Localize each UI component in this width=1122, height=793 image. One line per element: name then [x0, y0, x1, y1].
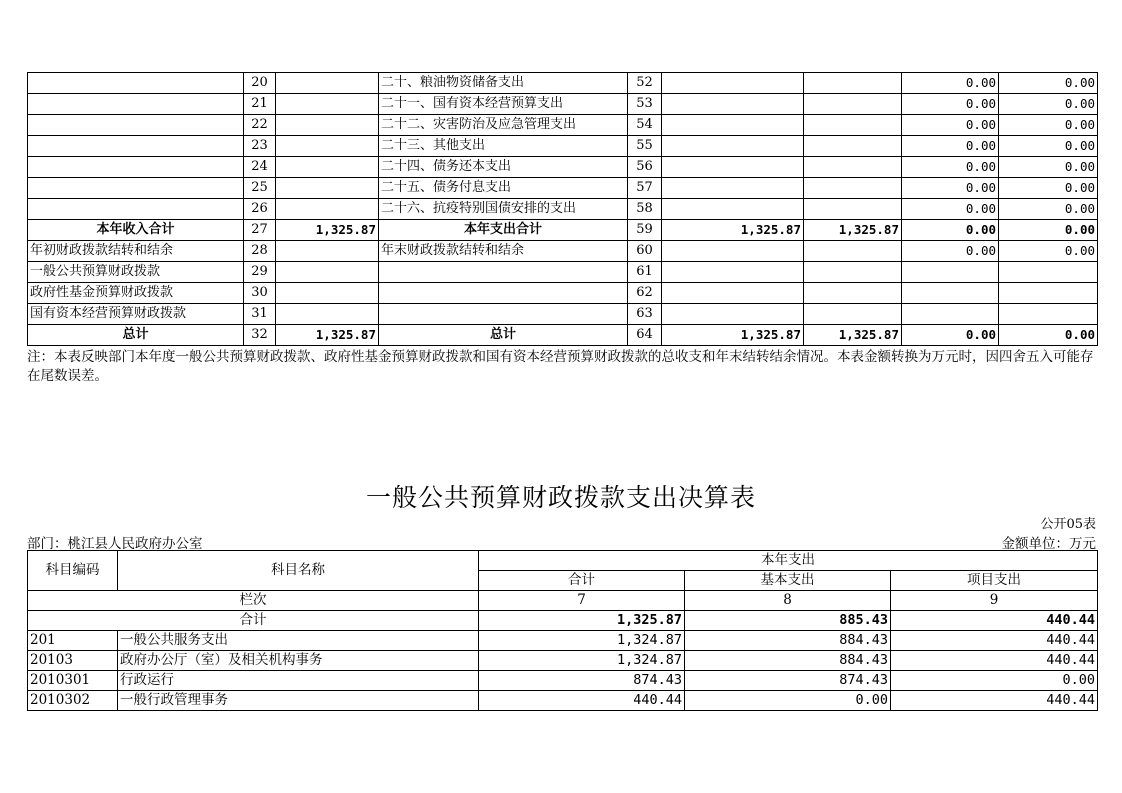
cell-c7: [804, 304, 902, 325]
cell-c5: 57: [628, 178, 662, 199]
cell-c6: [662, 304, 804, 325]
cell-c7: [804, 115, 902, 136]
cell-c6: [662, 241, 804, 262]
sum-project: 440.44: [891, 611, 1098, 631]
cell-c2: 29: [244, 262, 276, 283]
cell-c6: [662, 199, 804, 220]
cell-name: 一般行政管理事务: [118, 691, 479, 711]
sum-row: [28, 611, 1098, 631]
header-group: 本年支出: [479, 551, 1098, 571]
col-9: 9: [891, 591, 1098, 611]
table-row: [28, 325, 1098, 346]
cell-c7: [804, 136, 902, 157]
cell-c1: [28, 178, 244, 199]
cell-code: 2010301: [28, 671, 118, 691]
cell-c8: 0.00: [902, 115, 999, 136]
cell-c3: [276, 115, 379, 136]
cell-c3: [276, 283, 379, 304]
cell-c1: 一般公共预算财政拨款: [28, 262, 244, 283]
cell-name: 一般公共服务支出: [118, 631, 479, 651]
cell-c4: 二十二、灾害防治及应急管理支出: [379, 115, 628, 136]
cell-c9: 0.00: [999, 73, 1098, 94]
cell-c6: 1,325.87: [662, 220, 804, 241]
cell-c7: [804, 73, 902, 94]
cell-c1: [28, 94, 244, 115]
cell-c9: 0.00: [999, 178, 1098, 199]
cell-c2: 27: [244, 220, 276, 241]
cell-c6: [662, 136, 804, 157]
cell-c7: [804, 157, 902, 178]
column-index-row: [28, 591, 1098, 611]
cell-c5: 54: [628, 115, 662, 136]
header-basic: 基本支出: [685, 571, 891, 591]
cell-c1: [28, 157, 244, 178]
cell-c2: 26: [244, 199, 276, 220]
cell-c5: 63: [628, 304, 662, 325]
cell-c5: 56: [628, 157, 662, 178]
cell-c1: [28, 115, 244, 136]
header-project: 项目支出: [891, 571, 1098, 591]
header-total: 合计: [479, 571, 685, 591]
cell-basic: 0.00: [685, 691, 891, 711]
cell-c9: [999, 283, 1098, 304]
cell-c3: 1,325.87: [276, 220, 379, 241]
header-row-1: [28, 551, 1098, 571]
col-7: 7: [479, 591, 685, 611]
table-row: [28, 671, 1098, 691]
cell-total: 1,324.87: [479, 631, 685, 651]
table-row: [28, 262, 1098, 283]
cell-c6: [662, 157, 804, 178]
cell-c4: 二十四、债务还本支出: [379, 157, 628, 178]
cell-c7: 1,325.87: [804, 325, 902, 346]
sum-label: 合计: [28, 611, 479, 631]
summary-table-body: [28, 73, 1098, 346]
cell-c9: [999, 304, 1098, 325]
cell-c7: [804, 94, 902, 115]
cell-c4: [379, 283, 628, 304]
table-row: [28, 94, 1098, 115]
cell-c4: 二十三、其他支出: [379, 136, 628, 157]
cell-c4: 二十一、国有资本经营预算支出: [379, 94, 628, 115]
cell-c5: 60: [628, 241, 662, 262]
table-number: 公开05表: [1040, 517, 1096, 532]
cell-c2: 32: [244, 325, 276, 346]
cell-c1: 年初财政拨款结转和结余: [28, 241, 244, 262]
cell-c9: 0.00: [999, 325, 1098, 346]
header-name: 科目名称: [118, 551, 479, 591]
cell-c6: 1,325.87: [662, 325, 804, 346]
cell-c1: [28, 73, 244, 94]
cell-c8: [902, 304, 999, 325]
cell-c6: [662, 73, 804, 94]
table-row: [28, 241, 1098, 262]
cell-c2: 24: [244, 157, 276, 178]
cell-c8: 0.00: [902, 325, 999, 346]
cell-c4: [379, 262, 628, 283]
cell-c5: 64: [628, 325, 662, 346]
cell-total: 1,324.87: [479, 651, 685, 671]
cell-c8: 0.00: [902, 136, 999, 157]
page-title: 一般公共预算财政拨款支出决算表: [365, 483, 756, 512]
cell-project: 0.00: [891, 671, 1098, 691]
table-row: [28, 220, 1098, 241]
cell-c8: 0.00: [902, 73, 999, 94]
cell-c5: 58: [628, 199, 662, 220]
cell-c3: [276, 241, 379, 262]
cell-c4: 本年支出合计: [379, 220, 628, 241]
expenditure-table: [27, 550, 1098, 711]
cell-total: 874.43: [479, 671, 685, 691]
cell-c3: [276, 73, 379, 94]
cell-c9: 0.00: [999, 241, 1098, 262]
cell-c9: 0.00: [999, 136, 1098, 157]
cell-c2: 20: [244, 73, 276, 94]
cell-basic: 874.43: [685, 671, 891, 691]
cell-c5: 53: [628, 94, 662, 115]
table-row: [28, 115, 1098, 136]
cell-code: 2010302: [28, 691, 118, 711]
cell-c8: 0.00: [902, 220, 999, 241]
table-row: [28, 157, 1098, 178]
cell-c9: 0.00: [999, 199, 1098, 220]
cell-project: 440.44: [891, 651, 1098, 671]
cell-c4: 二十五、债务付息支出: [379, 178, 628, 199]
cell-c1: 政府性基金预算财政拨款: [28, 283, 244, 304]
cell-c9: [999, 262, 1098, 283]
col-8: 8: [685, 591, 891, 611]
cell-c5: 59: [628, 220, 662, 241]
table-row: [28, 199, 1098, 220]
table-note: 注：本表反映部门本年度一般公共预算财政拨款、政府性基金预算财政拨款和国有资本经营预算财政拨款的总收支和年末结转结余情况。本表金额转换为万元时，因四舍五入可能存在尾数误差。: [27, 349, 1094, 384]
cell-c2: 21: [244, 94, 276, 115]
cell-c7: [804, 199, 902, 220]
cell-c8: 0.00: [902, 199, 999, 220]
cell-c6: [662, 94, 804, 115]
cell-c3: [276, 199, 379, 220]
cell-c1: [28, 136, 244, 157]
cell-c8: 0.00: [902, 241, 999, 262]
cell-c3: [276, 262, 379, 283]
income-expense-summary-table: [27, 72, 1098, 346]
cell-c1: [28, 199, 244, 220]
cell-total: 440.44: [479, 691, 685, 711]
cell-name: 政府办公厅（室）及相关机构事务: [118, 651, 479, 671]
cell-c4: 年末财政拨款结转和结余: [379, 241, 628, 262]
table-row: [28, 178, 1098, 199]
table-row: [28, 631, 1098, 651]
cell-c5: 62: [628, 283, 662, 304]
cell-c3: [276, 157, 379, 178]
department-label: 部门：桃江县人民政府办公室: [27, 536, 203, 552]
lanci-label: 栏次: [28, 591, 479, 611]
cell-c5: 55: [628, 136, 662, 157]
cell-c3: 1,325.87: [276, 325, 379, 346]
cell-c6: [662, 178, 804, 199]
table-row: [28, 283, 1098, 304]
cell-c2: 23: [244, 136, 276, 157]
cell-c9: 0.00: [999, 157, 1098, 178]
cell-basic: 884.43: [685, 631, 891, 651]
cell-c8: [902, 283, 999, 304]
table-row: [28, 73, 1098, 94]
cell-c6: [662, 262, 804, 283]
cell-c2: 31: [244, 304, 276, 325]
cell-c6: [662, 283, 804, 304]
cell-basic: 884.43: [685, 651, 891, 671]
cell-c7: [804, 241, 902, 262]
cell-c3: [276, 136, 379, 157]
cell-c7: 1,325.87: [804, 220, 902, 241]
cell-c8: [902, 262, 999, 283]
cell-project: 440.44: [891, 631, 1098, 651]
cell-c9: 0.00: [999, 94, 1098, 115]
cell-c2: 28: [244, 241, 276, 262]
cell-c8: 0.00: [902, 157, 999, 178]
cell-c5: 61: [628, 262, 662, 283]
cell-c1: 本年收入合计: [28, 220, 244, 241]
cell-c1: 总计: [28, 325, 244, 346]
cell-c7: [804, 178, 902, 199]
cell-c3: [276, 94, 379, 115]
cell-c3: [276, 304, 379, 325]
cell-c7: [804, 262, 902, 283]
table-row: [28, 136, 1098, 157]
cell-c4: 二十六、抗疫特别国债安排的支出: [379, 199, 628, 220]
cell-c4: 二十、粮油物资储备支出: [379, 73, 628, 94]
table-row: [28, 651, 1098, 671]
cell-c2: 25: [244, 178, 276, 199]
cell-code: 20103: [28, 651, 118, 671]
cell-c6: [662, 115, 804, 136]
cell-c1: 国有资本经营预算财政拨款: [28, 304, 244, 325]
sum-basic: 885.43: [685, 611, 891, 631]
cell-c3: [276, 178, 379, 199]
cell-code: 201: [28, 631, 118, 651]
cell-c4: 总计: [379, 325, 628, 346]
cell-c7: [804, 283, 902, 304]
expenditure-table-body: [28, 551, 1098, 711]
table-row: [28, 691, 1098, 711]
table-row: [28, 304, 1098, 325]
cell-c2: 30: [244, 283, 276, 304]
cell-project: 440.44: [891, 691, 1098, 711]
cell-name: 行政运行: [118, 671, 479, 691]
cell-c8: 0.00: [902, 94, 999, 115]
header-code: 科目编码: [28, 551, 118, 591]
cell-c9: 0.00: [999, 220, 1098, 241]
cell-c9: 0.00: [999, 115, 1098, 136]
cell-c2: 22: [244, 115, 276, 136]
cell-c4: [379, 304, 628, 325]
sum-total: 1,325.87: [479, 611, 685, 631]
cell-c8: 0.00: [902, 178, 999, 199]
cell-c5: 52: [628, 73, 662, 94]
amount-unit-label: 金额单位：万元: [1001, 536, 1096, 552]
